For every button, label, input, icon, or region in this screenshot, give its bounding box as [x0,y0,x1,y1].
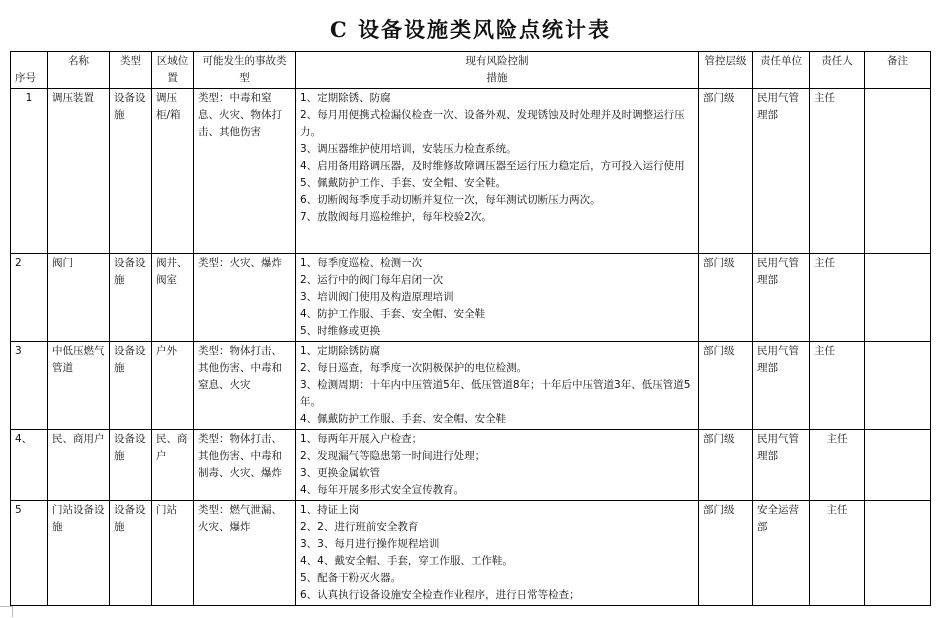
measure-line: 1、持证上岗 [300,504,360,516]
row-name: 调压装置 [48,89,110,254]
row-note [865,501,931,606]
table-row [11,254,931,342]
measure-line: 6、切断阀每季度手动切断并复位一次，每年测试切断压力两次。 [300,194,601,206]
row-control-level: 部门级 [699,501,753,606]
measure-line: 1、每季度巡检、检测一次 [300,257,423,269]
measure-line: 3、培训阀门使用及构造原理培训 [300,291,454,303]
row-responsible-person: 主任 [810,254,865,342]
header-row [11,52,931,89]
row-type: 设备设施 [110,501,152,606]
row-index: 1 [11,89,48,254]
page-corner-mark [0,606,13,617]
measure-line: 1、定期除锈、防腐 [300,92,391,104]
row-measures [296,89,699,254]
measure-line: 4、每年开展多形式安全宣传教育。 [300,484,465,496]
measure-line: 6、认真执行设备设施安全检查作业程序，进行日常等检查； [300,589,580,601]
row-responsible-person: 主任 [810,430,865,501]
row-area: 调压柜/箱 [152,89,194,254]
measure-line: 7、放散阀每月巡检维护，每年校验2次。 [300,211,492,223]
header-type: 类型 [110,52,152,89]
table-row [11,89,931,254]
row-type: 设备设施 [110,430,152,501]
measure-line: 3、更换金属软管 [300,467,381,479]
row-responsible-person: 主任 [810,342,865,430]
row-type: 设备设施 [110,342,152,430]
row-type: 设备设施 [110,254,152,342]
measure-line: 4、防护工作服、手套、安全帽、安全鞋 [300,308,486,320]
row-area: 户外 [152,342,194,430]
row-index: 3 [11,342,48,430]
measure-line: 1、每两年开展入户检查； [300,433,423,445]
row-responsible-unit: 民用气管理部 [753,254,810,342]
header-measures-line-2: 措施 [486,72,508,84]
row-note [865,342,931,430]
row-name: 阀门 [48,254,110,342]
row-measures [296,342,699,430]
row-measures [296,430,699,501]
row-index: 5 [11,501,48,606]
row-responsible-unit: 民用气管理部 [753,342,810,430]
header-name: 名称 [48,52,110,89]
row-index: 4、 [11,430,48,501]
header-level: 管控层级 [699,52,753,89]
row-area: 阀井、阀室 [152,254,194,342]
row-measures [296,254,699,342]
measure-line: 3、检测周期：十年内中压管道5年、低压管道8年；十年后中压管道3年、低压管道5年。 [300,379,691,408]
measure-line: 4、启用备用路调压器，及时维修故障调压器至运行压力稳定后，方可投入运行使用 [300,160,685,172]
measure-line: 5、配备干粉灭火器。 [300,572,402,584]
header-area: 区域位置 [152,52,194,89]
measure-line: 4、4、戴安全帽、手套，穿工作服、工作鞋。 [300,555,513,567]
table-row [11,430,931,501]
risk-table-body [11,89,931,606]
row-control-level: 部门级 [699,430,753,501]
row-area: 民、商户 [152,430,194,501]
header-measures [296,52,699,89]
row-control-level: 部门级 [699,254,753,342]
row-responsible-person: 主任 [810,89,865,254]
table-row [11,501,931,606]
header-measures-line-1: 现有风险控制 [465,55,529,67]
row-name: 民、商用户 [48,430,110,501]
row-measures [296,501,699,606]
row-responsible-unit: 民用气管理部 [753,430,810,501]
row-note [865,89,931,254]
measure-line: 2、每日巡查，每季度一次阴极保护的电位检测。 [300,362,528,374]
header-idx: 序号 [11,52,48,89]
row-area: 门站 [152,501,194,606]
row-responsible-unit: 民用气管理部 [753,89,810,254]
row-accident-type: 类型：燃气泄漏、火灾、爆炸 [194,501,296,606]
measure-line: 2、运行中的阀门每年启闭一次 [300,274,444,286]
header-note: 备注 [865,52,931,89]
header-accident: 可能发生的事故类型 [194,52,296,89]
measure-line: 2、发现漏气等隐患第一时间进行处理； [300,450,486,462]
row-name: 门站设备设施 [48,501,110,606]
measure-line: 5、时维修或更换 [300,325,381,337]
row-note [865,430,931,501]
row-accident-type: 类型：物体打击、其他伤害、中毒和窒息、火灾 [194,342,296,430]
row-control-level: 部门级 [699,89,753,254]
measure-line: 4、佩戴防护工作服、手套、安全帽、安全鞋 [300,413,507,425]
risk-table [10,51,931,606]
measure-line: 2、每月用便携式检漏仪检查一次、设备外观、发现锈蚀及时处理并及时调整运行压力。 [300,109,685,138]
header-person: 责任人 [810,52,865,89]
row-note [865,254,931,342]
row-accident-type: 类型：火灾、爆炸 [194,254,296,342]
measure-line: 3、3、每月进行操作规程培训 [300,538,440,550]
measure-line: 3、调压器维护使用培训，安装压力检查系统。 [300,143,517,155]
row-responsible-person: 主任 [810,501,865,606]
row-type: 设备设施 [110,89,152,254]
row-responsible-unit: 安全运营部 [753,501,810,606]
row-accident-type: 类型：物体打击、其他伤害、中毒和制毒、火灾、爆炸 [194,430,296,501]
measure-line: 2、2、进行班前安全教育 [300,521,419,533]
row-accident-type: 类型：中毒和窒息、火灾、物体打击、其他伤害 [194,89,296,254]
page-title: C 设备设施类风险点统计表 [329,17,612,42]
header-unit: 责任单位 [753,52,810,89]
measure-line: 1、定期除锈防腐 [300,345,381,357]
measure-line: 5、佩戴防护工作、手套、安全帽、安全鞋。 [300,177,507,189]
row-index: 2 [11,254,48,342]
row-control-level: 部门级 [699,342,753,430]
row-name: 中低压燃气管道 [48,342,110,430]
table-row [11,342,931,430]
